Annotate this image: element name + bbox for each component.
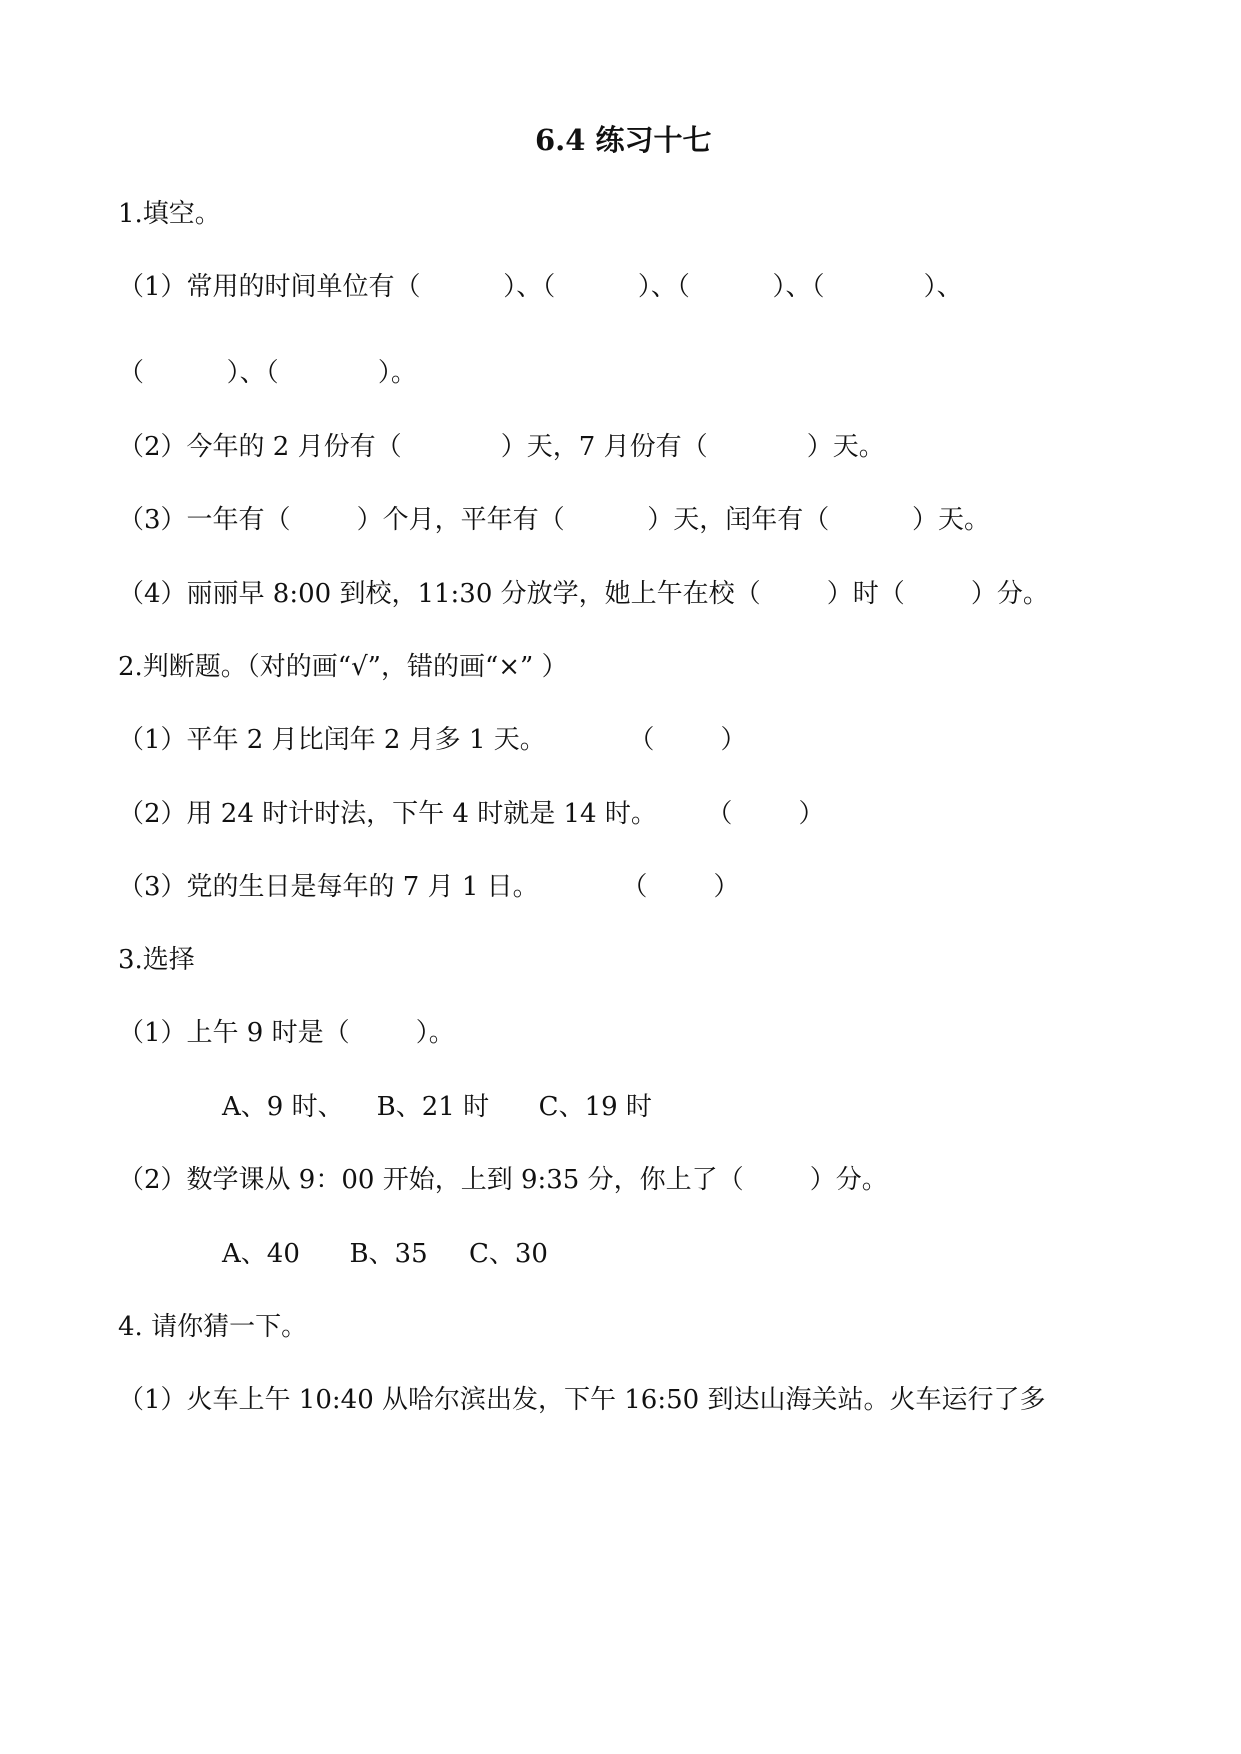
- section-4-heading: 4. 请你猜一下。: [118, 1312, 308, 1342]
- s1-question-1-line-2: （ ）、（ ）。: [118, 358, 417, 388]
- s2-question-2: （2）用 24 时计时法，下午 4 时就是 14 时。 （ ）: [118, 799, 825, 829]
- section-3-heading: 3.选择: [118, 945, 195, 975]
- s3-question-1-options: A、9 时、 B、21 时 C、19 时: [222, 1092, 652, 1122]
- s1-question-2: （2）今年的 2 月份有（ ）天，7 月份有（ ）天。: [118, 432, 885, 462]
- s3-question-2: （2）数学课从 9：00 开始，上到 9:35 分，你上了（ ）分。: [118, 1165, 888, 1195]
- s1-question-3: （3）一年有（ ）个月，平年有（ ）天，闰年有（ ）天。: [118, 505, 990, 535]
- s2-question-3: （3）党的生日是每年的 7 月 1 日。 （ ）: [118, 872, 740, 902]
- s3-question-2-options: A、40 B、35 C、30: [222, 1239, 548, 1269]
- s1-question-4: （4）丽丽早 8:00 到校，11:30 分放学，她上午在校（ ）时（ ）分。: [118, 579, 1049, 609]
- page-title: 6.4 练习十七: [535, 123, 712, 157]
- section-2-heading: 2.判断题。（对的画“√”，错的画“×” ）: [118, 652, 568, 682]
- s2-question-1: （1）平年 2 月比闰年 2 月多 1 天。 （ ）: [118, 725, 747, 755]
- section-1-heading: 1.填空。: [118, 199, 221, 229]
- s1-question-1-line-1: （1）常用的时间单位有（ ）、（ ）、（ ）、（ ）、: [118, 272, 963, 302]
- s3-question-1: （1）上午 9 时是（ ）。: [118, 1018, 455, 1048]
- s4-question-1: （1）火车上午 10:40 从哈尔滨出发，下午 16:50 到达山海关站。火车运行了多: [118, 1385, 1046, 1415]
